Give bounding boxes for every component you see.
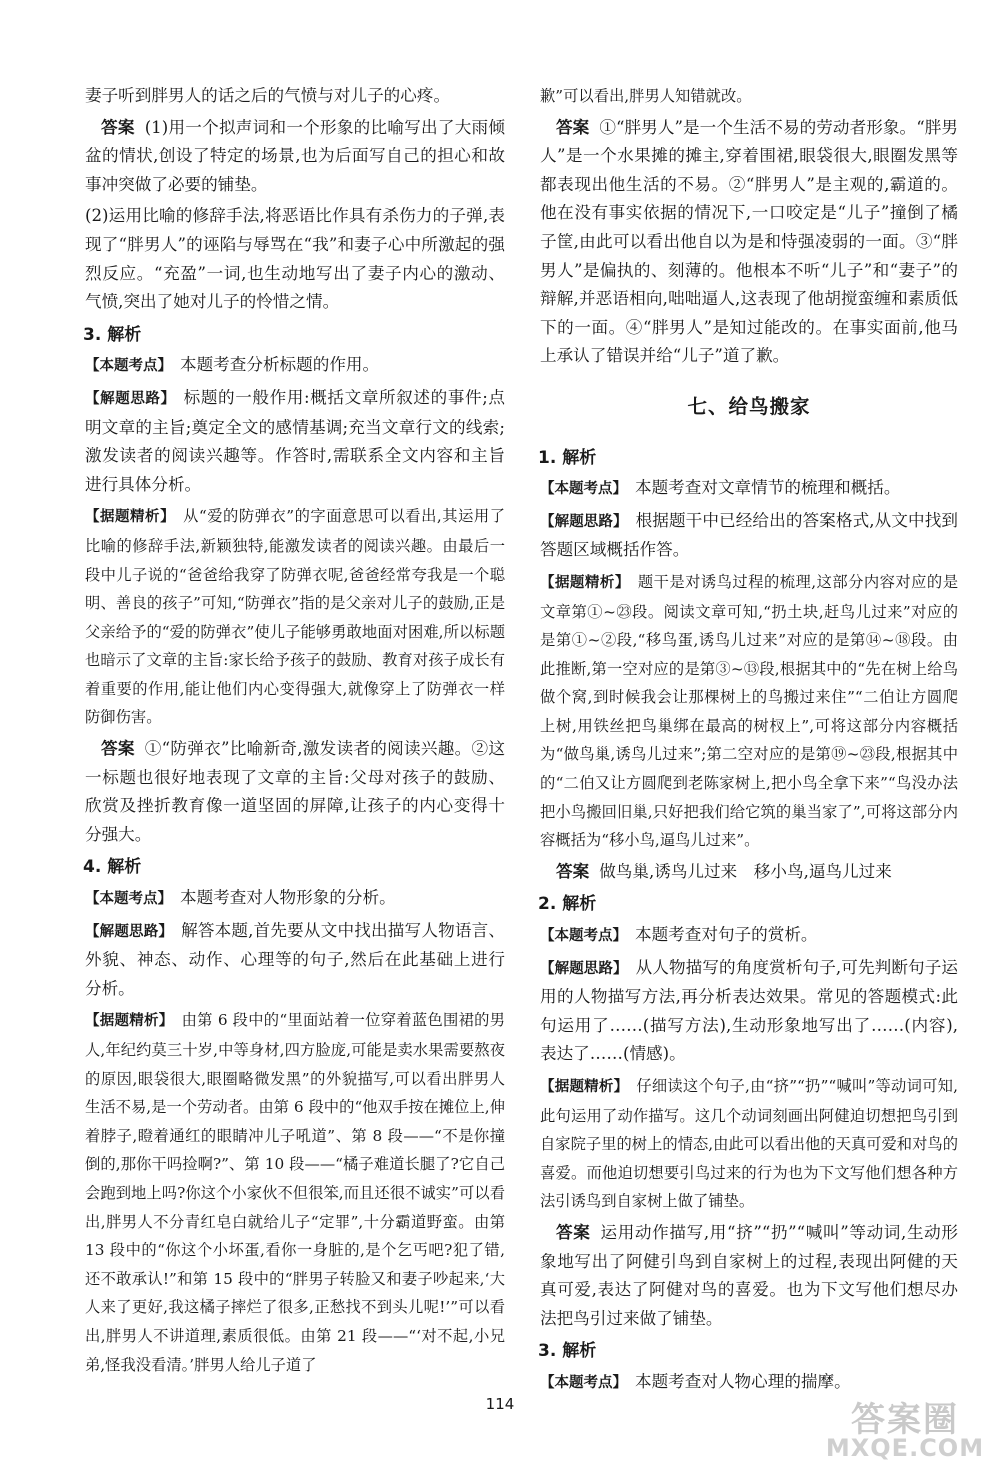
analysis-item <box>85 351 505 381</box>
answer-block <box>85 114 505 200</box>
answer-text: ①“防弹衣”比喻新奇,激发读者的阅读兴趣。②这一标题也很好地表现了文章的主旨:父母对孩子的鼓励、欣赏及挫折教育像一道坚固的屏障,让孩子的内心变得十分强大。 <box>85 739 505 844</box>
question-number: 1. 解析 <box>538 447 597 468</box>
text: 歉”可以看出,胖男人知错就改。 <box>540 87 752 105</box>
answer-block <box>540 1219 958 1333</box>
answer-block <box>540 114 958 371</box>
text: 从“爱的防弹衣”的字面意思可以看出,其运用了比喻的修辞手法,新颖独特,能激发读者的阅读兴趣。由最后一段中儿子说的“爸爸给我穿了防弹衣呢,爸爸经常夸我是一个聪明、善良的孩子”可知,“防弹衣”指的是父亲对儿子的鼓励,正是父亲给予的“爱的防弹衣”使儿子能够勇敢地面对困难,所以标题也暗示了文章的主旨:家长给予孩子的鼓励、教育对孩子成长有着重要的作用,能让他们内心变得强大,就像穿上了防弹衣一样防御伤害。 <box>85 507 505 727</box>
page-number: 114 <box>485 1395 515 1413</box>
label: 【据题精析】 <box>540 1079 629 1095</box>
label: 【本题考点】 <box>85 358 172 375</box>
watermark-text: 答案圈 <box>851 1400 959 1440</box>
label: 【解题思路】 <box>85 923 174 940</box>
answer-label: 答案 <box>556 1222 591 1242</box>
text: 本题考查分析标题的作用。 <box>180 355 380 375</box>
question-number: 4. 解析 <box>83 857 142 878</box>
question-number: 2. 解析 <box>538 894 597 915</box>
text: 从人物描写的角度赏析句子,可先判断句子运用的人物描写方法,再分析表达效果。常见的答题模式:此句运用了……(描写方法),生动形象地写出了……(内容),表达了……(情感)。 <box>540 957 959 1064</box>
text: 解答本题,首先要从文中找出描写人物语言、外貌、神态、动作、心理等的句子,然后在此基础上进行分析。 <box>85 920 506 998</box>
text: 由第 6 段中的“里面站着一位穿着蓝色围裙的男人,年纪约莫三十岁,中等身材,四方脸庞,可能是卖水果需要熬夜的原因,眼袋很大,眼圈略微发黑”的外貌描写,可以看出胖男人生活不易,是一个劳动者。由第 6 段中的“他双手按在摊位上,伸着脖子,瞪着通红的眼睛冲儿子吼道”、第 8 段——“不是你撞倒的,那你干吗捡啊?”、第 10 段——“橘子难道长腿了?它自己会跑到地上吗?你这个小家伙不但很笨,而且还很不诚实”可以看出,胖男人不分青红皂白就给儿子“定罪”,十分霸道野蛮。由第 13 段中的“你这个小坏蛋,看你一身脏的,是个乞丐吧?犯了错,还不敢承认!”和第 15 段中的“胖男子转脸又和妻子吵起来,‘大人来了更好,我这橘子摔烂了很多,正愁找不到头儿呢!’”可以看出,胖男人不讲道理,素质很低。由第 21 段——“‘对不起,小兄弟,怪我没看清。’胖男人给儿子道了 <box>85 1011 506 1374</box>
label: 【解题思路】 <box>540 960 628 977</box>
label: 【解题思路】 <box>540 513 628 530</box>
analysis-item <box>540 954 958 1069</box>
label: 【本题考点】 <box>540 1374 627 1391</box>
text: 根据题干中已经给出的答案格式,从文中找到答题区域概括作答。 <box>540 510 959 560</box>
answer-block <box>85 735 505 849</box>
paragraph <box>85 202 505 316</box>
analysis-item <box>540 921 958 951</box>
answer-text: 运用动作描写,用“挤”“扔”“喊叫”等动词,生动形象地写出了阿健引鸟到自家树上的过程,表现出阿健的天真可爱,表达了阿健对鸟的喜爱。也为下文写他们想尽办法把鸟引过来做了铺垫。 <box>540 1222 959 1328</box>
text: 本题考查对句子的赏析。 <box>635 925 818 945</box>
label: 【据题精析】 <box>85 509 176 526</box>
analysis-item <box>540 568 958 855</box>
paragraph <box>540 82 958 111</box>
analysis-item <box>85 917 505 1004</box>
analysis-item <box>85 502 505 732</box>
label: 【本题考点】 <box>540 481 627 498</box>
answer-label: 答案 <box>556 861 590 881</box>
question-number: 3. 解析 <box>538 1341 597 1362</box>
watermark-logo <box>815 1392 995 1464</box>
analysis-item <box>540 474 958 504</box>
text: 本题考查对人物形象的分析。 <box>180 888 396 908</box>
label: 【据题精析】 <box>540 574 630 591</box>
right-column <box>540 82 958 1401</box>
analysis-item <box>540 507 958 565</box>
analysis-item <box>85 884 505 914</box>
section-title: 七、给鸟搬家 <box>687 394 811 418</box>
text: 本题考查对文章情节的梳理和概括。 <box>635 478 901 498</box>
watermark-url: MXQE.COM <box>825 1434 985 1462</box>
answer-label: 答案 <box>101 117 135 137</box>
label: 【解题思路】 <box>85 390 176 407</box>
answer-text: (2)运用比喻的修辞手法,将恶语比作具有杀伤力的子弹,表现了“胖男人”的诬陷与辱骂在“我”和妻子心中所激起的强烈反应。“充盈”一词,也生动地写出了妻子内心的激动、气愤,突出了她对儿子的怜惜之情。 <box>85 206 505 312</box>
label: 【据题精析】 <box>85 1013 174 1030</box>
text: 本题考查对人物心理的揣摩。 <box>635 1371 851 1391</box>
answer-text: (1)用一个拟声词和一个形象的比喻写出了大雨倾盆的情状,创设了特定的场景,也为后面写自己的担心和故事冲突做了必要的铺垫。 <box>85 117 505 194</box>
answer-text: 做鸟巢,诱鸟儿过来 移小鸟,逼鸟儿过来 <box>599 861 892 881</box>
answer-text: ①“胖男人”是一个生活不易的劳动者形象。“胖男人”是一个水果摊的摊主,穿着围裙,眼袋很大,眼圈发黑等都表现出他生活的不易。②“胖男人”是主观的,霸道的。他在没有事实依据的情况下,一口咬定是“儿子”撞倒了橘子筐,由此可以看出他自以为是和恃强凌弱的一面。③“胖男人”是偏执的、刻薄的。他根本不听“儿子”和“妻子”的辩解,并恶语相向,咄咄逼人,这表现了他胡搅蛮缠和素质低下的一面。④“胖男人”是知过能改的。在事实面前,他马上承认了错误并给“儿子”道了歉。 <box>540 117 958 366</box>
left-column <box>85 82 505 1382</box>
analysis-item <box>540 1072 958 1216</box>
question-number: 3. 解析 <box>83 324 142 345</box>
text: 标题的一般作用:概括文章所叙述的事件;点明文章的主旨;奠定全文的感情基调;充当文章行文的线索;激发读者的阅读兴趣等。作答时,需联系全文内容和主旨进行具体分析。 <box>85 387 506 494</box>
analysis-item <box>85 1006 505 1379</box>
answer-block <box>540 858 958 887</box>
text: 仔细读这个句子,由“挤”“扔”“喊叫”等动词可知,此句运用了动作描写。这几个动词刻画出阿健迫切想把鸟引到自家院子里的树上的情态,由此可以看出他的天真可爱和对鸟的喜爱。而他迫切想要引鸟过来的行为也为下文写他们想各种方法引诱鸟到自家树上做了铺垫。 <box>540 1077 959 1211</box>
text: 题干是对诱鸟过程的梳理,这部分内容对应的是文章第①~㉓段。阅读文章可知,“扔土块,赶鸟儿过来”对应的是第①~②段,“移鸟蛋,诱鸟儿过来”对应的是第⑭~⑱段。由此推断,第一空对应的是第③~⑬段,根据其中的“先在树上给鸟做个窝,到时候我会让那棵树上的鸟搬过来住”“二伯让方圆爬上树,用铁丝把鸟巢绑在最高的树杈上”,可将这部分内容概括为“做鸟巢,诱鸟儿过来”;第二空对应的是第⑲~㉓段,根据其中的“二伯又让方圆爬到老陈家树上,把小鸟全拿下来”“鸟没办法把小鸟搬回旧巢,只好把我们给它筑的巢当家了”,可将这部分内容概括为“移小鸟,逼鸟儿过来”。 <box>540 572 958 850</box>
text: 妻子听到胖男人的话之后的气愤与对儿子的心疼。 <box>85 86 451 105</box>
answer-label: 答案 <box>101 739 135 759</box>
label: 【本题考点】 <box>540 928 627 945</box>
label: 【本题考点】 <box>85 891 172 908</box>
answer-label: 答案 <box>556 117 590 137</box>
paragraph <box>85 82 505 111</box>
analysis-item <box>85 384 505 499</box>
